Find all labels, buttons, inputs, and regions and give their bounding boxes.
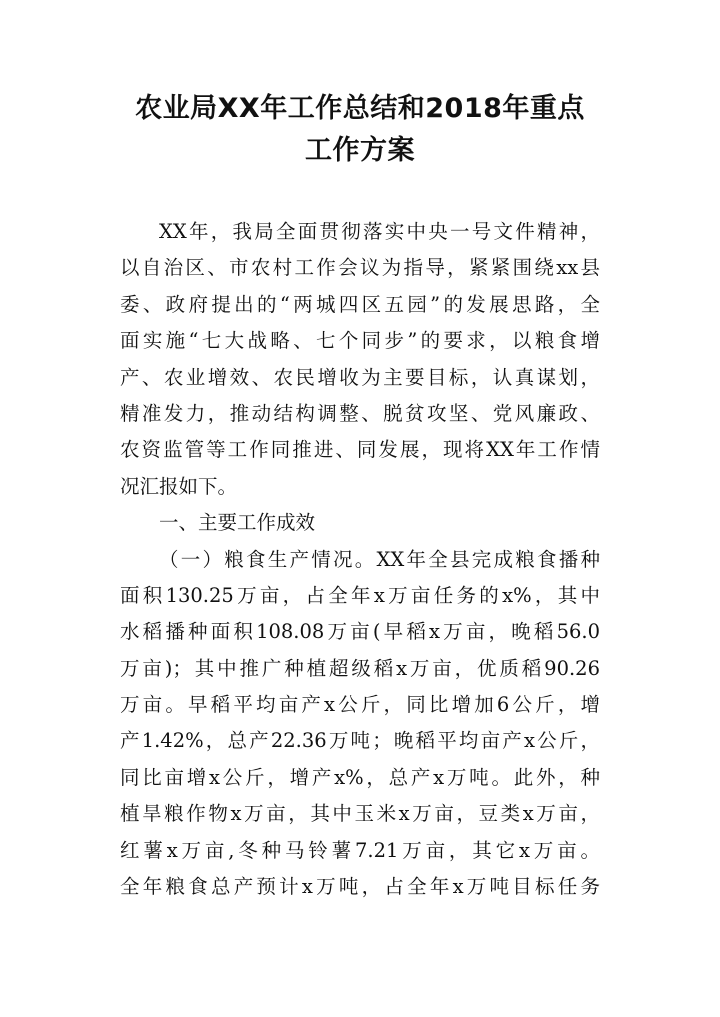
title-line: 农业局XX年工作总结和2018年重点 [135,93,585,124]
text-line: 产1.42%，总产22.36万吨；晚稻平均亩产x公斤， [120,729,600,753]
text-line: 水稻播种面积108.08万亩(早稻x万亩，晚稻56.0 [120,620,600,644]
text-line: 产、农业增效、农民增收为主要目标，认真谋划， [120,365,600,389]
text-line: 植旱粮作物x万亩，其中玉米x万亩，豆类x万亩， [120,802,600,826]
text-line: 红薯x万亩,冬种马铃薯7.21万亩，其它x万亩。 [120,838,600,862]
text-line: 同比亩增x公斤，增产x%，总产x万吨。此外，种 [120,765,600,789]
document-title [110,88,610,172]
text-line: 面积130.25万亩，占全年x万亩任务的x%，其中 [120,583,600,607]
text-line: 面实施“七大战略、七个同步”的要求，以粮食增 [120,329,600,353]
section-heading [120,505,600,541]
text-line: 万亩。早稻平均亩产x公斤，同比增加6公斤，增 [120,693,600,717]
title-line: 工作方案 [305,135,415,166]
text-line: 万亩)；其中推广种植超级稻x万亩，优质稻90.26 [120,656,600,680]
text-line: XX年，我局全面贯彻落实中央一号文件精神， [159,220,600,243]
text-line: （一）粮食生产情况。XX年全县完成粮食播种 [159,547,600,571]
paragraph-intro [120,214,600,505]
heading-line: 一、主要工作成效 [159,511,316,535]
text-line: 农资监管等工作同推进、同发展，现将XX年工作情 [120,438,600,462]
text-line: 以自治区、市农村工作会议为指导，紧紧围绕xx县 [120,256,600,280]
document-body [120,214,600,905]
text-line: 委、政府提出的“两城四区五园”的发展思路，全 [120,292,600,316]
text-line: 精准发力，推动结构调整、脱贫攻坚、党风廉政、 [120,401,600,425]
text-line: 全年粮食总产预计x万吨，占全年x万吨目标任务 [120,875,600,899]
text-line: 况汇报如下。 [120,474,238,498]
paragraph-grain-production [120,542,600,906]
